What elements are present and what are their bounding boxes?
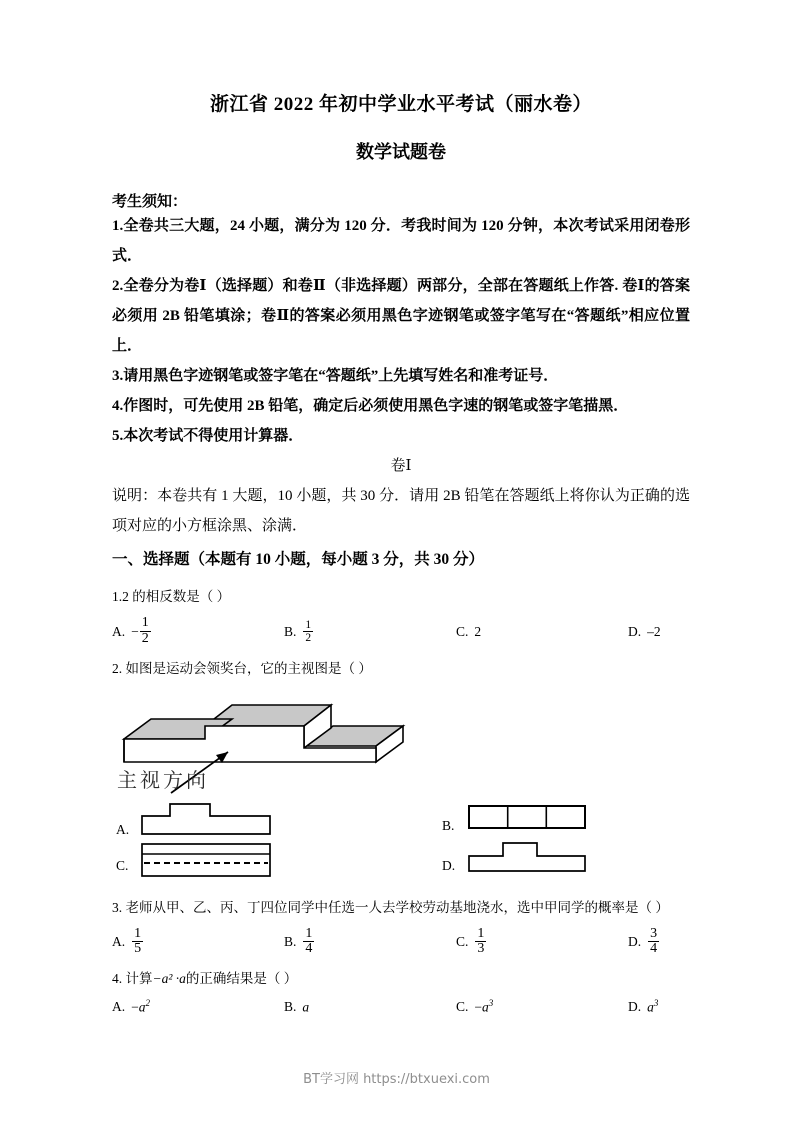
question-4-text-pre: 计算 bbox=[125, 971, 153, 987]
page-title: 浙江省 2022 年初中学业水平考试（丽水卷） bbox=[209, 94, 592, 115]
notice-item-4: 4.作图时，可先使用 2B 铅笔，确定后必须使用黑色字速的钢笔或签字笔描黑． bbox=[112, 398, 629, 415]
option-value: 2 bbox=[474, 623, 482, 639]
question-1-number: 1. bbox=[112, 589, 123, 605]
question-1-option-a[interactable] bbox=[112, 616, 284, 646]
podium-front-view-center-high-icon bbox=[140, 802, 272, 838]
minus-sign: − bbox=[474, 999, 483, 1015]
option-label: B. bbox=[284, 933, 297, 949]
minus-sign: − bbox=[131, 623, 139, 639]
base: a bbox=[138, 999, 146, 1015]
option-label: C. bbox=[456, 623, 469, 639]
question-3-number: 3. bbox=[112, 899, 123, 915]
option-value bbox=[475, 927, 486, 957]
question-1-stem bbox=[112, 584, 690, 610]
question-3-text: 老师从甲、乙、丙、丁四位同学中任选一人去学校劳动基地浇水，选中甲同学的概率是（ ） bbox=[125, 899, 669, 915]
option-value bbox=[647, 998, 658, 1016]
question-4-option-b[interactable] bbox=[284, 998, 456, 1016]
question-1-options bbox=[112, 616, 690, 646]
question-4-options bbox=[112, 998, 690, 1016]
denominator: 4 bbox=[650, 941, 658, 957]
option-label: A. bbox=[112, 623, 126, 639]
option-value bbox=[474, 998, 493, 1016]
denominator: 2 bbox=[305, 632, 312, 645]
question-2-option-d-label: D. bbox=[442, 857, 456, 873]
option-value: –2 bbox=[647, 623, 661, 639]
question-3-option-d[interactable] bbox=[628, 927, 690, 957]
option-value bbox=[303, 619, 313, 644]
footer-watermark: BT学习网 https://btxuexi.com bbox=[303, 1072, 490, 1087]
notice-item-2: 2.全卷分为卷Ⅰ（选择题）和卷Ⅱ（非选择题）两部分，全部在答题纸上作答. 卷Ⅰ的答案必须用 2B 铅笔填涂；卷Ⅱ的答案必须用黑色字迹钢笔或签字笔写在“答题纸”相应位置上． bbox=[112, 278, 690, 355]
option-label: A. bbox=[112, 933, 126, 949]
question-2-text: 如图是运动会领奖台，它的主视图是（ ） bbox=[125, 660, 372, 676]
numerator: 1 bbox=[305, 619, 312, 632]
numerator: 1 bbox=[477, 925, 485, 941]
question-1-option-c[interactable] bbox=[456, 624, 628, 640]
question-2-option-b-label: B. bbox=[442, 817, 455, 833]
base: a bbox=[302, 999, 310, 1015]
numerator: 1 bbox=[305, 925, 313, 941]
question-4-option-d[interactable] bbox=[628, 998, 690, 1016]
option-label: B. bbox=[284, 623, 297, 639]
question-2-option-figures bbox=[112, 800, 690, 886]
page-subtitle: 数学试题卷 bbox=[356, 141, 446, 162]
base: a bbox=[647, 999, 654, 1015]
paper-one-explanation: 说明：本卷共有 1 大题，10 小题，共 30 分．请用 2B 铅笔在答题纸上将你认为正确的选项对应的小方框涂黑、涂满． bbox=[112, 488, 690, 535]
option-label: B. bbox=[284, 998, 297, 1014]
three-cell-rectangle-icon bbox=[467, 803, 587, 833]
question-1-option-b[interactable] bbox=[284, 619, 456, 644]
question-3-options bbox=[112, 927, 690, 957]
question-4-text-post: 的正确结果是（ ） bbox=[185, 971, 298, 987]
denominator: 3 bbox=[477, 941, 485, 957]
question-2-option-c-shape[interactable] bbox=[140, 842, 272, 885]
question-2-option-c-label: C. bbox=[116, 857, 129, 873]
question-2-figure bbox=[112, 686, 690, 798]
question-3-option-a[interactable] bbox=[112, 927, 284, 957]
section-title-choice: 一、选择题（本题有 10 小题，每小题 3 分，共 30 分） bbox=[112, 551, 485, 569]
question-2-number: 2. bbox=[112, 660, 123, 676]
question-4-option-c[interactable] bbox=[456, 998, 628, 1016]
option-value bbox=[302, 998, 309, 1016]
question-1-option-d[interactable] bbox=[628, 624, 690, 640]
exponent: 3 bbox=[653, 998, 659, 1009]
option-label: D. bbox=[628, 933, 642, 949]
notice-item-1: 1.全卷共三大题，24 小题，满分为 120 分．考我时间为 120 分钟，本次考试采用闭卷形式． bbox=[112, 218, 690, 265]
option-label: C. bbox=[456, 933, 469, 949]
question-1-text: 2 的相反数是（ ） bbox=[122, 589, 231, 605]
base: a bbox=[482, 999, 489, 1015]
question-2-figure-label: 主视方向 bbox=[117, 769, 209, 792]
question-4-number: 4. bbox=[112, 971, 123, 987]
question-3-stem bbox=[112, 895, 690, 921]
numerator: 1 bbox=[141, 615, 149, 631]
option-label: D. bbox=[628, 998, 642, 1014]
denominator: 2 bbox=[141, 631, 149, 647]
notice-heading: 考生须知： bbox=[112, 194, 188, 211]
option-value bbox=[132, 927, 143, 957]
question-2-option-a-label: A. bbox=[116, 821, 130, 837]
option-value bbox=[303, 927, 314, 957]
question-3-option-c[interactable] bbox=[456, 927, 628, 957]
option-label: C. bbox=[456, 998, 469, 1014]
notice-item-5: 5.本次考试不得使用计算器． bbox=[112, 428, 304, 445]
page-content bbox=[112, 0, 690, 1016]
option-value bbox=[131, 998, 150, 1016]
minus-sign: − bbox=[131, 999, 139, 1015]
numerator: 1 bbox=[134, 925, 142, 941]
question-4-stem bbox=[112, 966, 690, 992]
denominator: 5 bbox=[134, 941, 142, 957]
numerator: 3 bbox=[650, 925, 658, 941]
option-label: D. bbox=[628, 623, 642, 639]
exponent: 3 bbox=[488, 998, 494, 1009]
option-value bbox=[648, 927, 659, 957]
question-3-option-b[interactable] bbox=[284, 927, 456, 957]
option-value bbox=[131, 616, 152, 646]
question-2-option-d-shape[interactable] bbox=[467, 840, 591, 881]
question-2-option-a-shape[interactable] bbox=[140, 802, 272, 843]
question-2-option-b-shape[interactable] bbox=[467, 803, 587, 838]
paper-one-heading: 卷Ⅰ bbox=[390, 458, 412, 475]
notice-item-3: 3.请用黑色字迹钢笔或签字笔在“答题纸”上先填写姓名和准考证号． bbox=[112, 368, 559, 385]
question-4-option-a[interactable] bbox=[112, 998, 284, 1016]
rectangle-with-dashed-line-icon bbox=[140, 842, 272, 880]
denominator: 4 bbox=[305, 941, 313, 957]
podium-front-view-left-offset-icon bbox=[467, 840, 591, 876]
option-label: A. bbox=[112, 998, 126, 1014]
question-4-expression: −a² ·a bbox=[152, 971, 186, 987]
exponent: 2 bbox=[145, 998, 150, 1009]
question-2-stem bbox=[112, 656, 690, 682]
